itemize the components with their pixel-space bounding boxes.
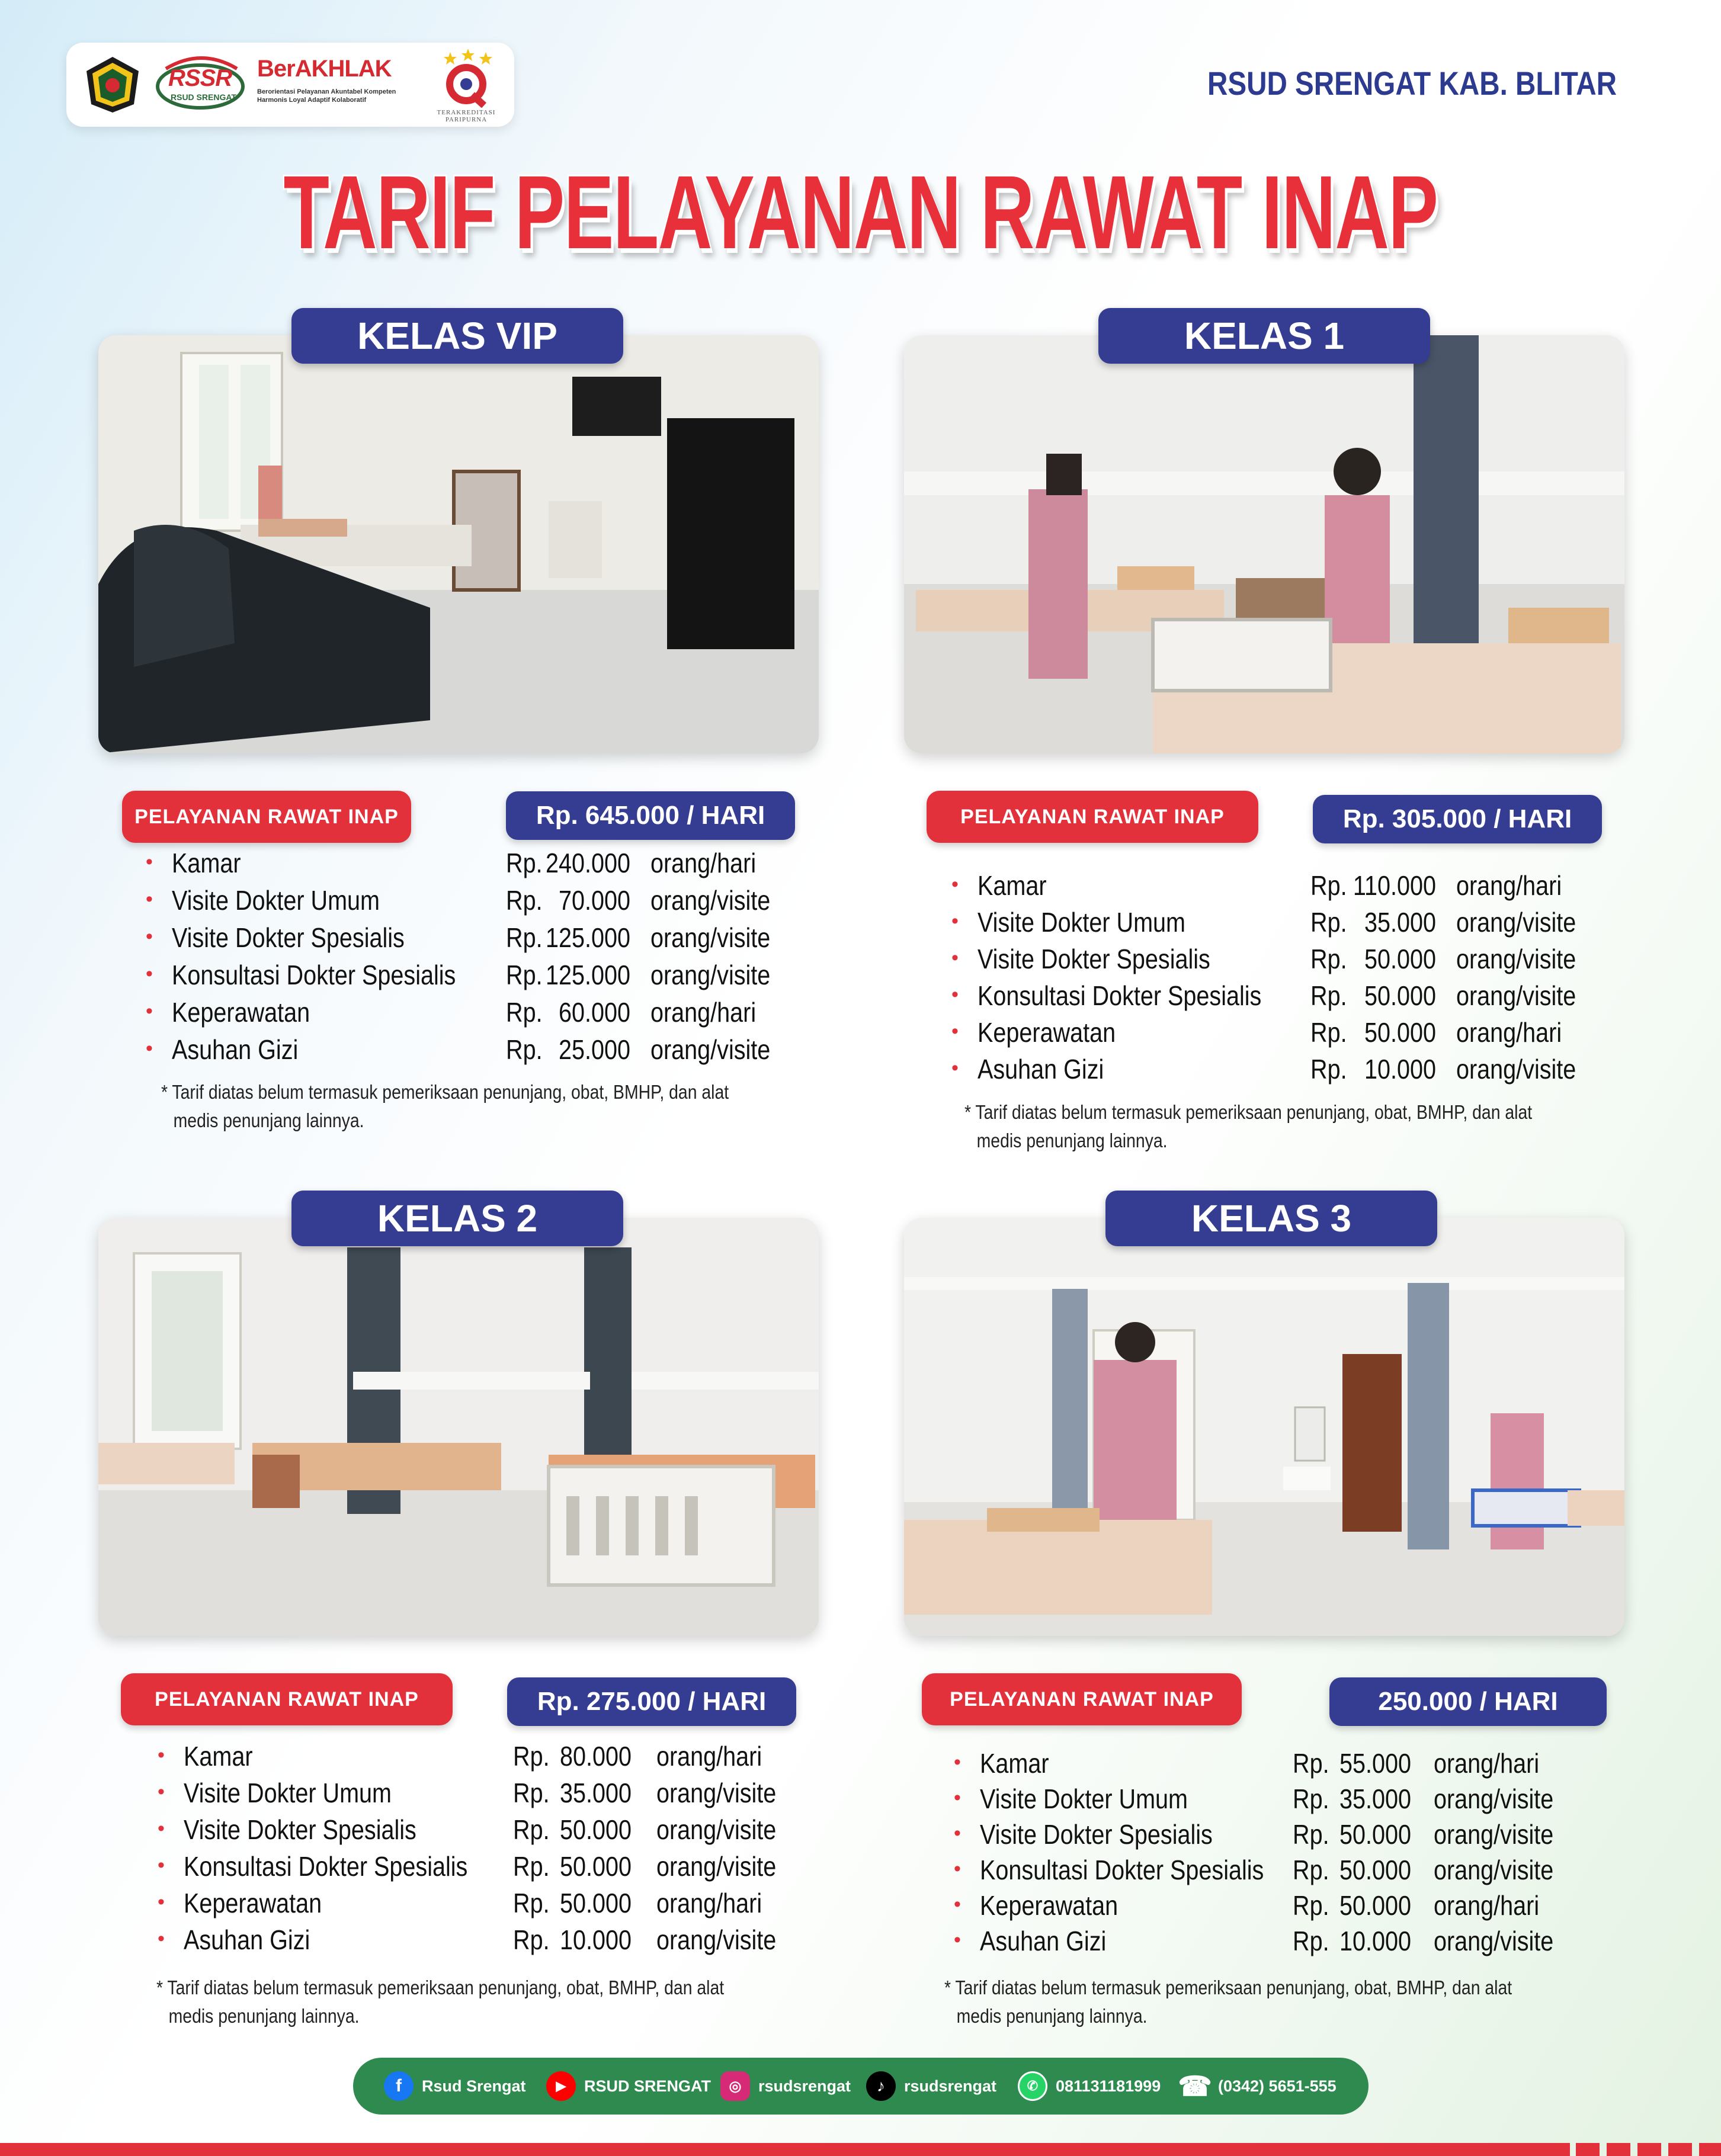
item-unit: orang/hari	[1456, 1017, 1562, 1048]
item-currency: Rp.	[506, 1034, 543, 1065]
social-whatsapp[interactable]	[1018, 2058, 1161, 2115]
price-badge-vip: Rp. 645.000 / HARI	[506, 791, 795, 840]
service-label-kelas-3: PELAYANAN RAWAT INAP	[922, 1673, 1242, 1725]
item-name: Asuhan Gizi	[978, 1054, 1104, 1085]
social-media-bar	[353, 2058, 1369, 2115]
service-label-kelas-1: PELAYANAN RAWAT INAP	[927, 791, 1258, 843]
social-instagram[interactable]	[720, 2058, 851, 2115]
item-name: Kamar	[978, 870, 1047, 901]
social-telephone[interactable]	[1180, 2058, 1337, 2115]
paripurna-text: TERAKREDITASI PARIPURNA	[437, 109, 496, 123]
item-unit: orang/visite	[1434, 1819, 1554, 1850]
item-value: 80.000	[559, 1741, 632, 1772]
item-unit: orang/hari	[650, 997, 757, 1028]
service-label-vip: PELAYANAN RAWAT INAP	[122, 791, 411, 843]
tiktok-icon: ♪	[866, 2071, 896, 2101]
item-name: Asuhan Gizi	[172, 1034, 299, 1065]
accreditation-seal-icon	[440, 49, 493, 108]
item-currency: Rp.	[1310, 1054, 1347, 1085]
bottom-stripes-decoration	[1576, 2143, 1721, 2156]
item-currency: Rp.	[1310, 870, 1347, 901]
item-value: 10.000	[559, 1924, 632, 1955]
item-currency: Rp.	[513, 1888, 550, 1918]
item-currency: Rp.	[1293, 1926, 1329, 1956]
class-label-kelas-1: KELAS 1	[1098, 308, 1430, 364]
item-value: 125.000	[545, 922, 630, 953]
berakhlak-subtitle: Berorientasi Pelayanan Akuntabel Kompeten Harmonis Loyal Adaptif Kolaboratif	[257, 88, 396, 104]
item-value: 10.000	[1364, 1054, 1436, 1085]
item-value: 110.000	[1353, 870, 1436, 901]
item-name: Asuhan Gizi	[184, 1924, 310, 1955]
item-value: 50.000	[559, 1888, 632, 1918]
item-unit: orang/visite	[650, 885, 771, 916]
tariff-note-line1: * Tarif diatas belum termasuk pemeriksaan penunjang, obat, BMHP, dan alat	[944, 1977, 1512, 1998]
item-name: Kamar	[184, 1741, 253, 1772]
item-unit: orang/visite	[656, 1814, 777, 1845]
tariff-note	[161, 1078, 773, 1135]
tariff-note-line2: medis penunjang lainnya.	[168, 2005, 360, 2027]
item-value: 10.000	[1339, 1926, 1411, 1956]
item-value: 50.000	[1339, 1890, 1411, 1921]
item-unit: orang/hari	[1434, 1890, 1540, 1921]
rssr-logo	[154, 51, 249, 116]
social-whatsapp-label: 081131181999	[1056, 2077, 1161, 2095]
item-name: Keperawatan	[172, 997, 310, 1028]
tariff-note-line2: medis penunjang lainnya.	[173, 1109, 364, 1131]
item-currency: Rp.	[1293, 1783, 1329, 1814]
class-label-vip: KELAS VIP	[291, 308, 623, 364]
item-unit: orang/visite	[656, 1851, 777, 1882]
berakhlak-title: BerAKHLAK	[257, 56, 392, 82]
rssr-logo-text: RSSR	[168, 65, 232, 91]
item-unit: orang/hari	[1456, 870, 1562, 901]
tariff-note-line1: * Tarif diatas belum termasuk pemeriksaan penunjang, obat, BMHP, dan alat	[161, 1081, 729, 1103]
item-unit: orang/visite	[1434, 1926, 1554, 1956]
item-currency: Rp.	[506, 922, 543, 953]
item-value: 70.000	[558, 885, 630, 916]
class-label-kelas-2: KELAS 2	[291, 1191, 623, 1246]
item-currency: Rp.	[1293, 1748, 1329, 1779]
item-value: 50.000	[559, 1851, 632, 1882]
item-unit: orang/visite	[656, 1778, 777, 1808]
item-name: Keperawatan	[980, 1890, 1119, 1921]
item-unit: orang/visite	[656, 1924, 777, 1955]
facebook-icon: f	[384, 2071, 414, 2101]
page-title: TARIF PELAYANAN RAWAT INAP	[283, 155, 1438, 271]
item-value: 55.000	[1339, 1748, 1411, 1779]
social-telephone-label: (0342) 5651-555	[1218, 2077, 1337, 2095]
item-name: Visite Dokter Spesialis	[978, 944, 1210, 974]
social-facebook[interactable]	[384, 2058, 526, 2115]
item-currency: Rp.	[1310, 980, 1347, 1011]
item-unit: orang/hari	[650, 848, 757, 878]
class-panel-3: KELAS 3 PELAYANAN RAWAT INAP 250.000 / HARI • Kamar Rp. 55.000 orang/hari • Visite Dokter Umum Rp. 35.000 orang/visite • Visite Dokter Spesialis Rp. 50.000 orang/visite • Konsultasi Dokter Spesialis Rp. 50.000 orang/visite • Keperawatan Rp. 50.000 orang/hari • Asuhan Gizi Rp. 10.000 orang/visite * Tarif diatas belum termasuk pemeriksaan penunjang, obat, BMHP, dan alat medis penunjang lainnya.	[904, 1191, 1624, 2043]
tariff-note-line2: medis penunjang lainnya.	[956, 2005, 1148, 2027]
item-value: 50.000	[1364, 944, 1436, 974]
item-value: 125.000	[545, 960, 630, 990]
youtube-icon: ▶	[546, 2071, 576, 2101]
item-currency: Rp.	[506, 885, 543, 916]
logo-bar	[66, 43, 514, 127]
item-unit: orang/visite	[650, 1034, 771, 1065]
class-panel-2: KELAS 2 PELAYANAN RAWAT INAP Rp. 275.000 / HARI • Kamar Rp. 80.000 orang/hari • Visite Dokter Umum Rp. 35.000 orang/visite • Visite Dokter Spesialis Rp. 50.000 orang/visite • Konsultasi Dokter Spesialis Rp. 50.000 orang/visite • Keperawatan Rp. 50.000 orang/hari • Asuhan Gizi Rp. 10.000 orang/visite * Tarif diatas belum termasuk pemeriksaan penunjang, obat, BMHP, dan alat medis penunjang lainnya.	[98, 1191, 819, 2043]
item-currency: Rp.	[506, 960, 543, 990]
room-photo-kelas-2	[98, 1218, 819, 1636]
item-name: Asuhan Gizi	[980, 1926, 1107, 1956]
item-currency: Rp.	[1310, 907, 1347, 938]
item-currency: Rp.	[513, 1814, 550, 1845]
price-badge-kelas-1: Rp. 305.000 / HARI	[1313, 795, 1602, 843]
price-badge-kelas-3: 250.000 / HARI	[1329, 1677, 1607, 1726]
blitar-regency-emblem-icon	[83, 54, 142, 114]
service-label-kelas-2: PELAYANAN RAWAT INAP	[121, 1673, 453, 1725]
class-panel-vip: KELAS VIP PELAYANAN RAWAT INAP Rp. 645.000 / HARI • Kamar Rp. 240.000 orang/hari • Visite Dokter Umum Rp. 70.000 orang/visite • Visite Dokter Spesialis Rp. 125.000 orang/visite • Konsultasi Dokter Spesialis Rp. 125.000 orang/visite • Keperawatan Rp. 60.000 orang/hari • Asuhan Gizi Rp. 25.000 orang/visite * Tarif diatas belum termasuk pemeriksaan penunjang, obat, BMHP, dan alat medis penunjang lainnya.	[98, 308, 819, 1149]
item-currency: Rp.	[513, 1778, 550, 1808]
item-unit: orang/visite	[650, 922, 771, 953]
item-currency: Rp.	[506, 848, 543, 878]
tariff-note	[944, 1974, 1556, 2030]
item-currency: Rp.	[513, 1851, 550, 1882]
item-value: 240.000	[545, 848, 630, 878]
item-currency: Rp.	[1310, 1017, 1347, 1048]
item-value: 60.000	[558, 997, 630, 1028]
item-value: 50.000	[1339, 1819, 1411, 1850]
item-currency: Rp.	[1293, 1855, 1329, 1885]
room-photo-kelas-3	[904, 1218, 1624, 1636]
item-value: 50.000	[1339, 1855, 1411, 1885]
item-name: Konsultasi Dokter Spesialis	[172, 960, 456, 990]
item-name: Visite Dokter Spesialis	[184, 1814, 416, 1845]
item-value: 35.000	[1364, 907, 1436, 938]
item-currency: Rp.	[513, 1741, 550, 1772]
tariff-note-line1: * Tarif diatas belum termasuk pemeriksaan penunjang, obat, BMHP, dan alat	[156, 1977, 725, 1998]
item-name: Visite Dokter Spesialis	[172, 922, 405, 953]
item-value: 50.000	[1364, 980, 1436, 1011]
social-tiktok[interactable]	[866, 2058, 996, 2115]
item-name: Kamar	[172, 848, 241, 878]
item-name: Visite Dokter Umum	[172, 885, 380, 916]
item-currency: Rp.	[1293, 1890, 1329, 1921]
social-tiktok-label: rsudsrengat	[904, 2077, 997, 2095]
item-unit: orang/hari	[1434, 1748, 1540, 1779]
item-name: Visite Dokter Spesialis	[980, 1819, 1213, 1850]
item-value: 25.000	[558, 1034, 630, 1065]
berakhlak-logo	[257, 56, 423, 115]
paripurna-accreditation-logo	[422, 49, 511, 122]
item-unit: orang/visite	[1434, 1783, 1554, 1814]
item-value: 35.000	[559, 1778, 632, 1808]
bottom-accent-line	[0, 2143, 1570, 2156]
item-value: 50.000	[1364, 1017, 1436, 1048]
item-value: 50.000	[559, 1814, 632, 1845]
room-photo-kelas-1	[904, 335, 1624, 753]
tariff-note-line2: medis penunjang lainnya.	[976, 1130, 1168, 1151]
item-name: Visite Dokter Umum	[978, 907, 1186, 938]
item-unit: orang/hari	[656, 1741, 762, 1772]
social-facebook-label: Rsud Srengat	[422, 2077, 526, 2095]
item-unit: orang/hari	[656, 1888, 762, 1918]
hospital-name: RSUD SRENGAT KAB. BLITAR	[1207, 65, 1617, 102]
item-unit: orang/visite	[1456, 980, 1576, 1011]
item-name: Visite Dokter Umum	[980, 1783, 1188, 1814]
item-currency: Rp.	[513, 1924, 550, 1955]
item-unit: orang/visite	[650, 960, 771, 990]
item-unit: orang/visite	[1456, 944, 1576, 974]
whatsapp-icon: ✆	[1018, 2071, 1047, 2101]
telephone-icon: ☎	[1178, 2071, 1212, 2102]
tariff-note	[964, 1098, 1576, 1155]
social-youtube-label: RSUD SRENGAT	[584, 2077, 712, 2095]
item-currency: Rp.	[506, 997, 543, 1028]
room-photo-vip	[98, 335, 819, 753]
item-name: Kamar	[980, 1748, 1049, 1779]
item-currency: Rp.	[1310, 944, 1347, 974]
instagram-icon: ◎	[720, 2071, 750, 2101]
item-name: Keperawatan	[184, 1888, 322, 1918]
item-name: Visite Dokter Umum	[184, 1778, 392, 1808]
tariff-note-line1: * Tarif diatas belum termasuk pemeriksaan penunjang, obat, BMHP, dan alat	[964, 1101, 1533, 1123]
item-unit: orang/visite	[1456, 1054, 1576, 1085]
item-name: Konsultasi Dokter Spesialis	[978, 980, 1262, 1011]
class-panel-1: KELAS 1 PELAYANAN RAWAT INAP Rp. 305.000 / HARI • Kamar Rp. 110.000 orang/hari • Visite Dokter Umum Rp. 35.000 orang/visite • Visite Dokter Spesialis Rp. 50.000 orang/visite • Konsultasi Dokter Spesialis Rp. 50.000 orang/visite • Keperawatan Rp. 50.000 orang/hari • Asuhan Gizi Rp. 10.000 orang/visite * Tarif diatas belum termasuk pemeriksaan penunjang, obat, BMHP, dan alat medis penunjang lainnya.	[904, 308, 1624, 1149]
item-name: Keperawatan	[978, 1017, 1116, 1048]
item-name: Konsultasi Dokter Spesialis	[184, 1851, 468, 1882]
item-name: Konsultasi Dokter Spesialis	[980, 1855, 1264, 1885]
item-unit: orang/visite	[1434, 1855, 1554, 1885]
price-badge-kelas-2: Rp. 275.000 / HARI	[507, 1677, 796, 1726]
tariff-note	[156, 1974, 768, 2030]
class-label-kelas-3: KELAS 3	[1105, 1191, 1437, 1246]
item-value: 35.000	[1339, 1783, 1411, 1814]
rssr-logo-subtext: RSUD SRENGAT	[171, 92, 236, 102]
item-currency: Rp.	[1293, 1819, 1329, 1850]
item-unit: orang/visite	[1456, 907, 1576, 938]
social-youtube[interactable]	[546, 2058, 711, 2115]
social-instagram-label: rsudsrengat	[758, 2077, 851, 2095]
